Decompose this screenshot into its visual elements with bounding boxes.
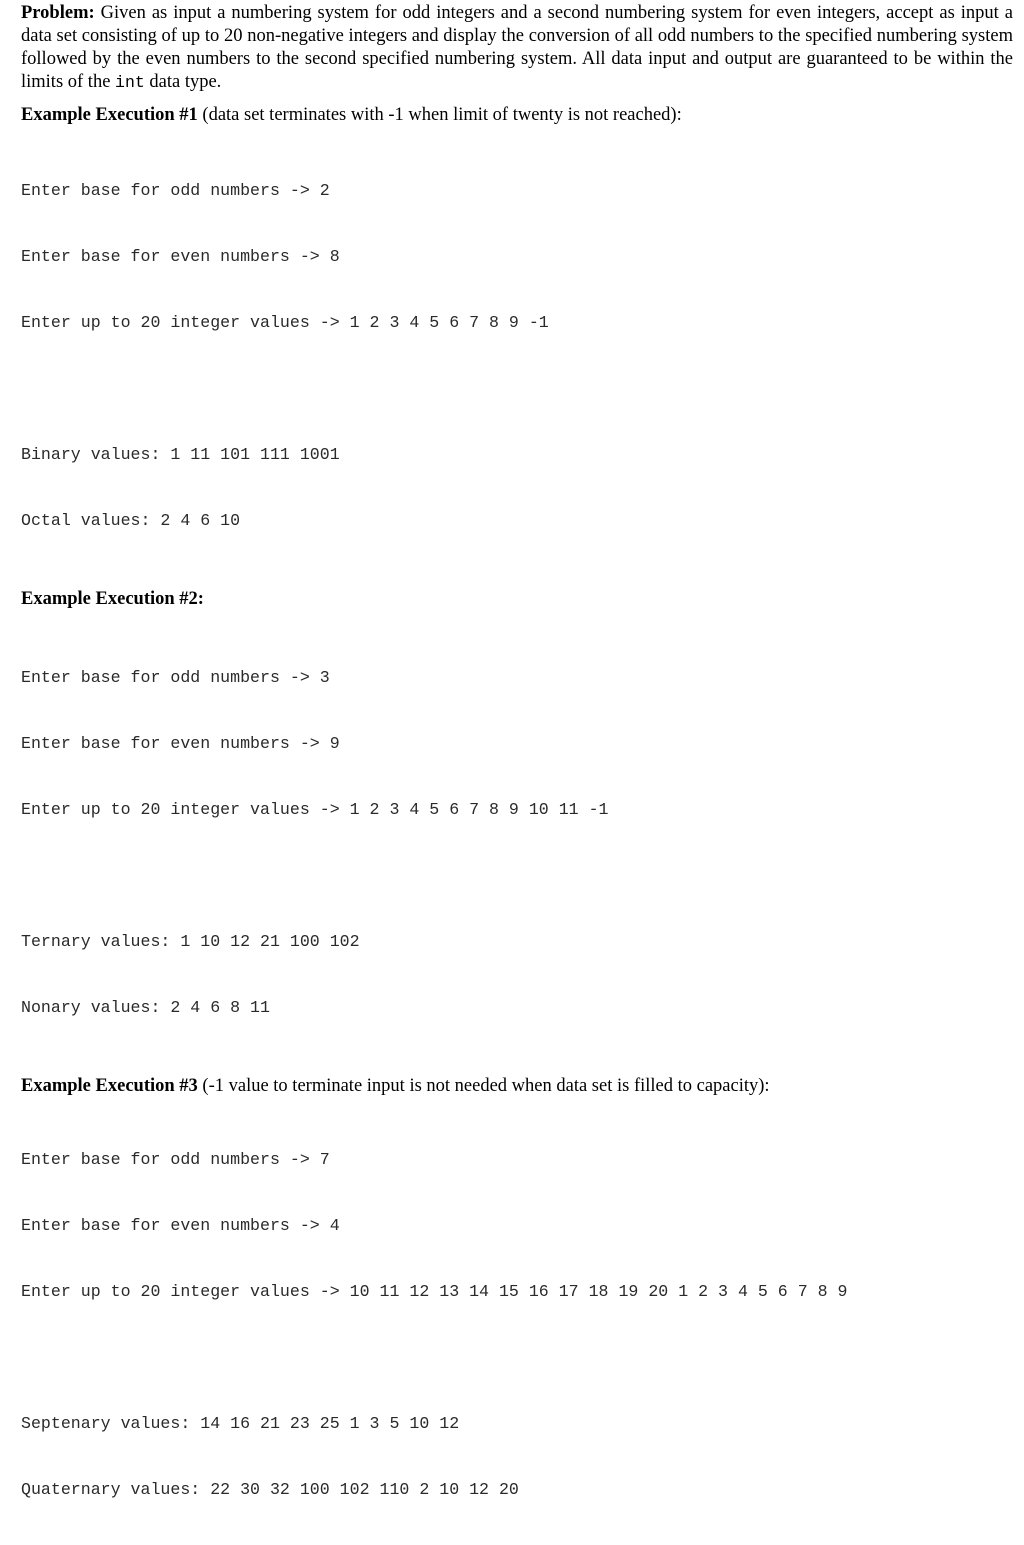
blank-line [21,1347,1013,1369]
problem-text: Given as input a numbering system for odd integers and a second numbering system for even integers, accept as input a data set consisting of up to 20 non-negative integers and display the conversion of all odd numbers to the specified numbering system followed by the even numbers to the second specified numbering system. All data input and output are guaranteed to be within the limits of the [21,3,1013,92]
problem-statement [21,0,1013,94]
example-1-console [21,136,1013,576]
console-line: Enter up to 20 integer values -> 10 11 12 13 14 15 16 17 18 19 20 1 2 3 4 5 6 7 8 9 [21,1282,848,1301]
example-3-heading [21,1075,1013,1098]
console-line: Enter up to 20 integer values -> 1 2 3 4 5 6 7 8 9 10 11 -1 [21,800,609,819]
console-line: Enter base for odd numbers -> 3 [21,668,330,687]
blank-line [21,865,1013,887]
console-line: Quaternary values: 22 30 32 100 102 110 2 10 12 20 [21,1480,519,1499]
blank-line [21,378,1013,400]
console-line: Binary values: 1 11 101 111 1001 [21,445,340,464]
console-line: Septenary values: 14 16 21 23 25 1 3 5 10 12 [21,1414,460,1433]
console-line: Enter up to 20 integer values -> 1 2 3 4 5 6 7 8 9 -1 [21,313,549,332]
example-3-console [21,1105,1013,1545]
console-line: Octal values: 2 4 6 10 [21,511,241,530]
console-line: Enter base for even numbers -> 9 [21,734,340,753]
example-1-title: Example Execution #1 [21,105,198,125]
console-line: Enter base for odd numbers -> 7 [21,1150,330,1169]
console-line: Enter base for odd numbers -> 2 [21,181,330,200]
example-2-console [21,623,1013,1063]
example-1 [21,104,1013,576]
example-1-heading [21,104,1013,127]
example-3-title: Example Execution #3 [21,1076,198,1096]
problem-text-end: data type. [144,72,222,92]
int-keyword: int [115,73,145,92]
console-line: Ternary values: 1 10 12 21 100 102 [21,932,360,951]
example-2 [21,588,1013,1063]
example-3 [21,1075,1013,1545]
console-line: Enter base for even numbers -> 4 [21,1216,340,1235]
example-1-note: (data set terminates with -1 when limit of twenty is not reached): [197,105,682,125]
console-line: Enter base for even numbers -> 8 [21,247,340,266]
example-2-title: Example Execution #2: [21,589,204,609]
problem-label: Problem: [21,3,95,23]
example-3-note: (-1 value to terminate input is not needed when data set is filled to capacity): [197,1076,770,1096]
problem-document [21,0,1013,1545]
console-line: Nonary values: 2 4 6 8 11 [21,998,270,1017]
example-2-heading [21,588,1013,611]
